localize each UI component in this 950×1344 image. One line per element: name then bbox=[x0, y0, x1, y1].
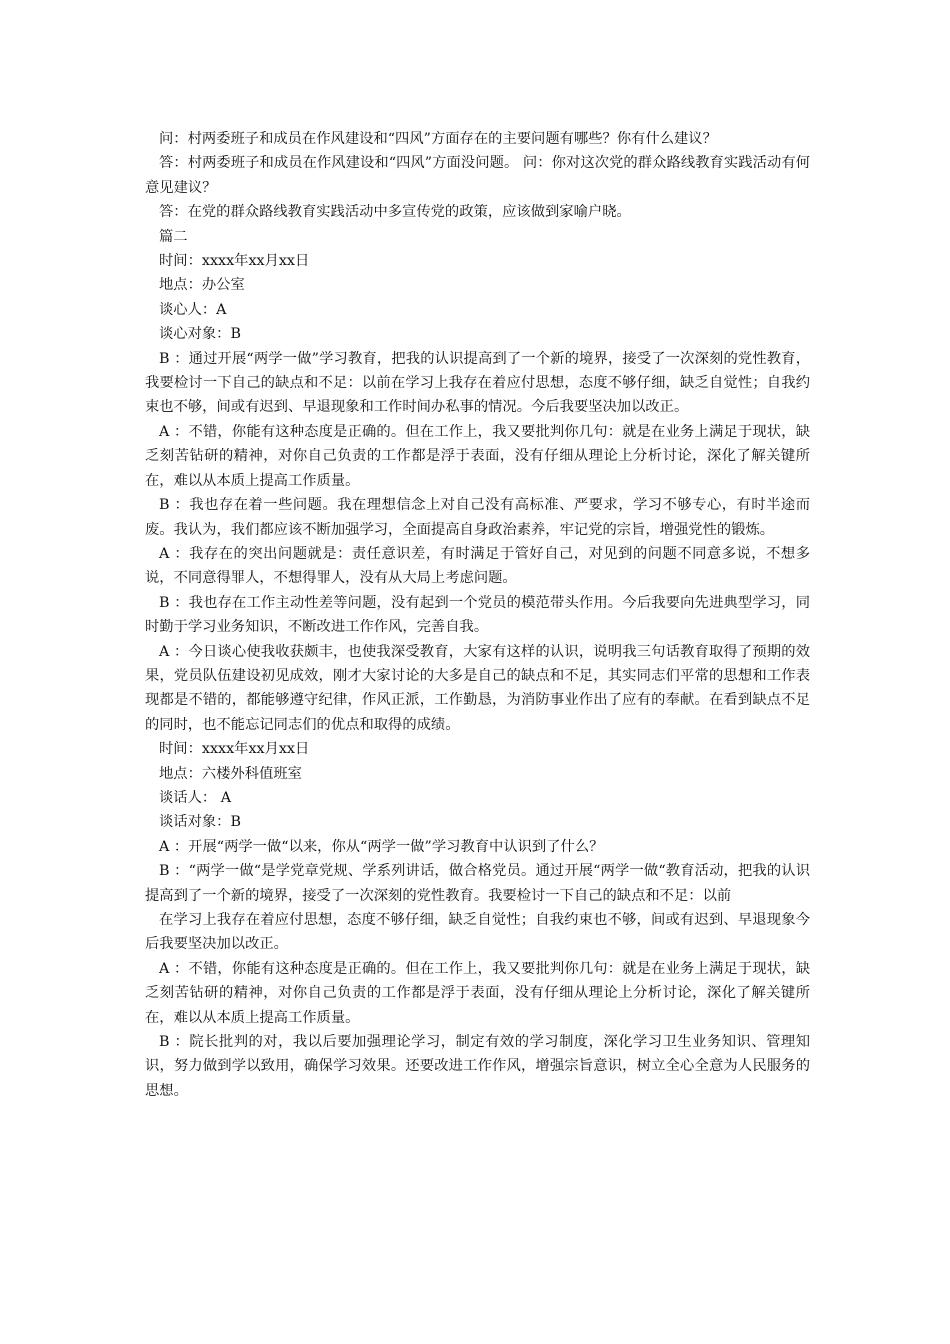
document-body bbox=[145, 127, 810, 1103]
second-dialogue-a-1: A ：开展“两学一做“以来，你从“两学一做”学习教育中认识到了什么？ bbox=[159, 838, 604, 855]
paragraph-answer-no-problems: 答：村两委班子和成员在作风建设和“四风”方面没问题。 问：你对这次党的群众路线教育实践活动有何意见建议？ bbox=[145, 155, 810, 196]
talk-subject: 谈心对象：B bbox=[159, 326, 241, 343]
second-meeting-time: 时间：xxxx年xx月xx日 bbox=[159, 741, 310, 758]
dialogue-a-3: A ：今日谈心使我收获颇丰，也使我深受教育，大家有这样的认识，说明我三句话教育取得了预期的效果，党员队伍建设初见成效，刚才大家讨论的大多是自己的缺点和不足，其实同志们平常的思想和工作表现都是不错的，都能够遵守纪律，作风正派，工作勤恳，为消防事业作出了应有的奉献。在看到缺点不足的同时，也不能忘记同志们的优点和取得的成绩。 bbox=[145, 643, 810, 733]
paragraph-answer-publicize: 答：在党的群众路线教育实践活动中多宣传党的政策，应该做到家喻户晓。 bbox=[159, 204, 631, 221]
meeting-time: 时间：xxxx年xx月xx日 bbox=[159, 253, 310, 270]
second-dialogue-b-2: B ：院长批判的对，我以后要加强理论学习，制定有效的学习制度，深化学习卫生业务知识、管理知识，努力做到学以致用，确保学习效果。还要改进工作作风，增强宗旨意识，树立全心全意为人民服务的思想。 bbox=[145, 1034, 810, 1099]
meeting-location: 地点：办公室 bbox=[159, 277, 245, 294]
second-talk-host: 谈话人： A bbox=[159, 789, 232, 806]
second-meeting-location: 地点：六楼外科值班室 bbox=[159, 765, 302, 782]
dialogue-b-2: B ：我也存在着一些问题。我在理想信念上对自己没有高标准、严要求，学习不够专心，有时半途而废。我认为，我们都应该不断加强学习，全面提高自身政治素养，牢记党的宗旨，增强党性的锻炼。 bbox=[145, 497, 810, 538]
dialogue-a-2: A ：我存在的突出问题就是：责任意识差，有时满足于管好自己，对见到的问题不同意多说，不想多说，不同意得罪人，不想得罪人，没有从大局上考虑问题。 bbox=[145, 545, 810, 587]
dialogue-b-1: B ：通过开展“两学一做”学习教育，把我的认识提高到了一个新的境界，接受了一次深刻的党性教育，我要检讨一下自己的缺点和不足：以前在学习上我存在着应付思想，态度不够仔细，缺乏自觉性；自我约束也不够，间或有迟到、早退现象和工作时间办私事的情况。今后我要坚决加以改正。 bbox=[145, 350, 810, 416]
section-heading-part-two: 篇二 bbox=[159, 228, 188, 245]
dialogue-b-3: B ：我也存在工作主动性差等问题，没有起到一个党员的模范带头作用。今后我要向先进典型学习，同时勤于学习业务知识，不断改进工作作风，完善自我。 bbox=[145, 594, 810, 636]
second-dialogue-b-1: B ：“两学一做“是学党章党规、学系列讲话，做合格党员。通过开展“两学一做“教育活动，把我的认识提高到了一个新的境界，接受了一次深刻的党性教育。我要检讨一下自己的缺点和不足：以前 bbox=[145, 863, 810, 904]
dialogue-a-1: A ：不错，你能有这种态度是正确的。但在工作上，我又要批判你几句：就是在业务上满足于现状，缺乏刻苦钻研的精神，对你自己负责的工作都是浮于表面，没有仔细从理论上分析讨论，深化了解关键所在，难以从本质上提高工作质量。 bbox=[145, 423, 810, 489]
second-dialogue-b-1-cont: 在学习上我存在着应付思想，态度不够仔细，缺乏自觉性；自我约束也不够，间或有迟到、早退现象今后我要坚决加以改正。 bbox=[145, 912, 810, 953]
second-talk-subject: 谈话对象：B bbox=[159, 814, 241, 831]
second-dialogue-a-2: A ：不错，你能有这种态度是正确的。但在工作上，我又要批判你几句：就是在业务上满足于现状，缺乏刻苦钻研的精神，对你自己负责的工作都是浮于表面，没有仔细从理论上分析讨论，深化了解关键所在，难以从本质上提高工作质量。 bbox=[145, 960, 810, 1026]
talk-host: 谈心人：A bbox=[159, 301, 227, 318]
paragraph-question-problems: 问：村两委班子和成员在作风建设和“四风”方面存在的主要问题有哪些？你有什么建议？ bbox=[159, 131, 717, 147]
